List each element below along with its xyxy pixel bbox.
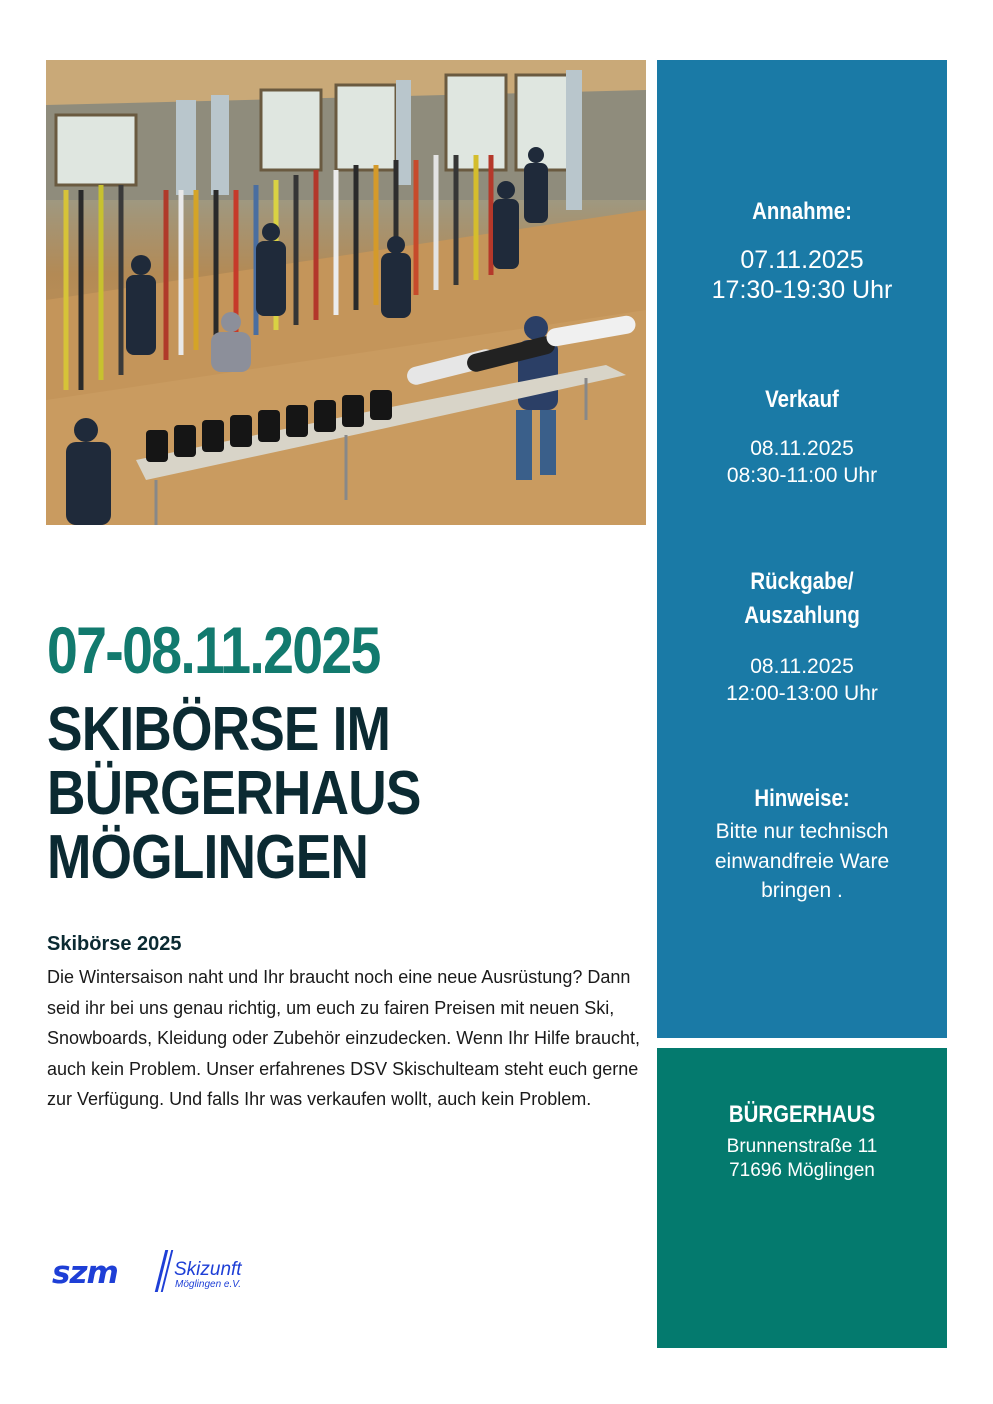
hinweise-line-2: einwandfreie Ware — [714, 849, 890, 873]
hinweise-line-3: bringen . — [761, 879, 843, 902]
ski-market-illustration — [46, 60, 646, 525]
venue-city: 71696 Möglingen — [729, 1160, 875, 1181]
verkauf-details — [657, 435, 947, 489]
title-line-3: MÖGLINGEN — [47, 823, 369, 892]
verkauf-time: 08:30-11:00 Uhr — [726, 464, 878, 487]
title-line-2: BÜRGERHAUS — [47, 759, 421, 828]
section-subheading: Skibörse 2025 — [47, 933, 182, 955]
event-date-heading: 07-08.11.2025 — [47, 613, 380, 687]
title-line-1: SKIBÖRSE IM — [47, 695, 391, 764]
annahme-details — [657, 245, 947, 305]
logo-subtitle: Möglingen e.V. — [175, 1279, 241, 1290]
verkauf-date: 08.11.2025 — [750, 437, 854, 460]
venue-address — [657, 1135, 947, 1183]
event-title — [47, 695, 563, 892]
event-description: Die Wintersaison naht und Ihr braucht noch eine neue Ausrüstung? Dann seid ihr bei uns genau richtig, um euch zu fairen Preisen mit neuen Ski, Snowboards, Kleidung oder Zubehör einzudecken. Wenn Ihr Hilfe braucht, auch kein Problem. Unser erfahrenes DSV Skischulteam steht euch gerne zur Verfügung. Und falls Ihr was verkaufen wollt, auch kein Problem. — [47, 967, 641, 1109]
hinweise-text — [657, 817, 947, 906]
event-photo — [46, 60, 646, 525]
rueckgabe-date: 08.11.2025 — [750, 655, 854, 678]
venue-street: Brunnenstraße 11 — [726, 1136, 878, 1157]
verkauf-heading: Verkauf — [765, 386, 839, 413]
schedule-sidebar — [657, 60, 947, 1038]
logo-name: Skizunft — [174, 1259, 242, 1280]
annahme-date: 07.11.2025 — [740, 246, 864, 274]
rueckgabe-time: 12:00-13:00 Uhr — [726, 682, 878, 705]
hinweise-line-1: Bitte nur technisch — [715, 820, 889, 843]
rueckgabe-heading-line-1: Rückgabe/ — [750, 568, 854, 595]
annahme-time: 17:30-19:30 Uhr — [711, 276, 893, 304]
rueckgabe-details — [657, 653, 947, 707]
venue-heading: BÜRGERHAUS — [728, 1101, 876, 1128]
venue-panel — [657, 1048, 947, 1348]
annahme-heading: Annahme: — [752, 198, 852, 225]
logo-mark: szm — [52, 1255, 118, 1291]
szm-logo — [52, 1248, 282, 1298]
rueckgabe-heading-line-2: Auszahlung — [744, 602, 860, 629]
hinweise-heading: Hinweise: — [754, 785, 850, 812]
